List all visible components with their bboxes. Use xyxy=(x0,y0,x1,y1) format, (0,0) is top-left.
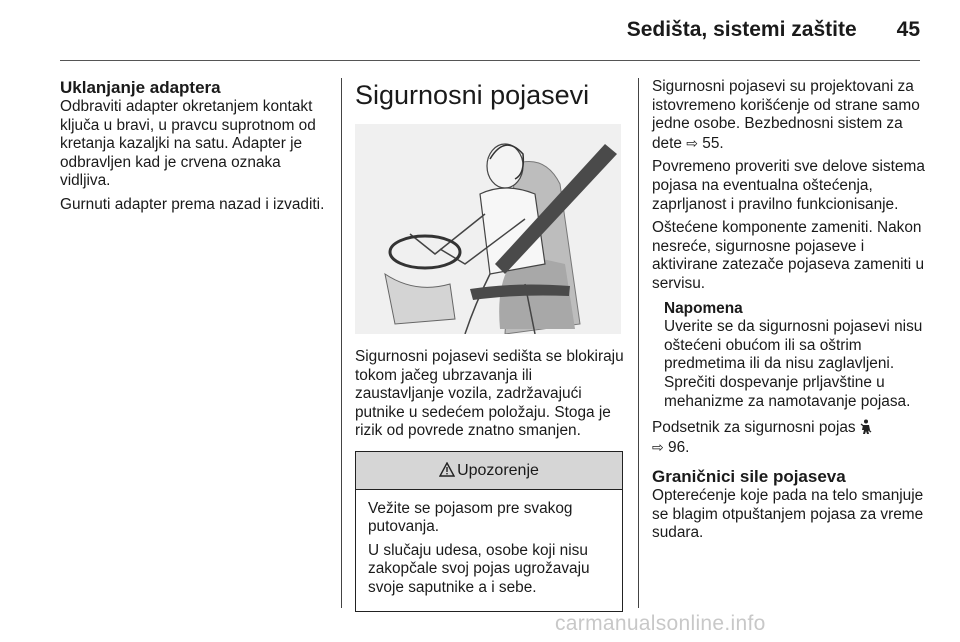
warning-body xyxy=(356,490,622,611)
paragraph: Gurnuti adapter prema nazad i izvaditi. xyxy=(60,195,325,213)
warning-triangle-icon xyxy=(439,462,455,477)
page-header xyxy=(627,18,920,42)
warning-header xyxy=(356,452,622,490)
note-text: Uverite se da sigurnosni pojasevi nisu oštećeni obućom ili sa oštrim predmetima ili da nisu zaglavljeni. Sprečiti dospevanje prljavštine u mehanizme za namotavanje pojasa. xyxy=(664,318,923,410)
note-box xyxy=(664,300,928,412)
column-middle xyxy=(355,78,625,612)
column-divider-1 xyxy=(341,78,342,608)
warning-text: Vežite se pojasom pre svakog putovanja. xyxy=(368,499,573,536)
warning-box xyxy=(355,451,623,612)
paragraph-text: Sigurnosni pojasevi su projektovani za istovremeno korišćenje od strane samo jedne osobe. Bezbednosni sistem za dete xyxy=(652,78,920,152)
reference-arrow-icon: ⇨ xyxy=(686,134,698,151)
section-title-seatbelts: Sigurnosni pojasevi xyxy=(355,80,590,110)
page-number: 45 xyxy=(896,18,920,41)
reference-arrow-icon: ⇨ xyxy=(652,438,664,455)
seatbelt-illustration xyxy=(355,124,621,334)
warning-title: Upozorenje xyxy=(457,461,539,479)
seatbelt-reminder-icon xyxy=(860,419,872,435)
reminder-text: Podsetnik za sigurnosni pojas xyxy=(652,419,856,437)
column-right xyxy=(652,78,928,548)
paragraph: Sigurnosni pojasevi sedišta se blokiraju tokom jačeg ubrzavanja ili zaustavljanje vozila, zadržavajući putnike u sedećem položaju. Stoga je rizik od povrede znatno smanjen. xyxy=(355,348,624,440)
watermark: carmanualsonline.info xyxy=(555,612,766,635)
paragraph xyxy=(652,78,928,153)
note-title: Napomena xyxy=(664,299,743,317)
paragraph: Povremeno proveriti sve delove sistema pojasa na eventualna oštećenja, zaprljanost i pravilno funkcionisanje. xyxy=(652,158,925,213)
column-left xyxy=(60,78,328,220)
column-divider-2 xyxy=(638,78,639,608)
paragraph xyxy=(652,419,928,457)
page-title: Sedišta, sistemi zaštite xyxy=(626,18,857,41)
paragraph: Opterećenje koje pada na telo smanjuje se blagim otpuštanjem pojasa za vreme sudara. xyxy=(652,487,924,542)
header-divider xyxy=(60,60,920,61)
section-heading-force-limiters: Graničnici sile pojaseva xyxy=(652,467,846,487)
paragraph: Oštećene komponente zameniti. Nakon nesreće, sigurnosne pojaseve i aktivirane zatezače pojaseva zameniti u servisu. xyxy=(652,219,925,292)
page-reference[interactable]: 96. xyxy=(668,438,690,456)
section-heading-adapter: Uklanjanje adaptera xyxy=(60,78,221,97)
warning-text: U slučaju udesa, osobe koji nisu zakopčale svoj pojas ugrožavaju svoje saputnike a i sebe. xyxy=(368,541,590,596)
page-reference[interactable]: 55. xyxy=(702,134,724,152)
paragraph: Odbraviti adapter okretanjem kontakt ključa u bravi, u pravcu suprotnom od kretanja kazaljki na satu. Adapter je odbravljen kad je crvena oznaka vidljiva. xyxy=(60,98,316,190)
